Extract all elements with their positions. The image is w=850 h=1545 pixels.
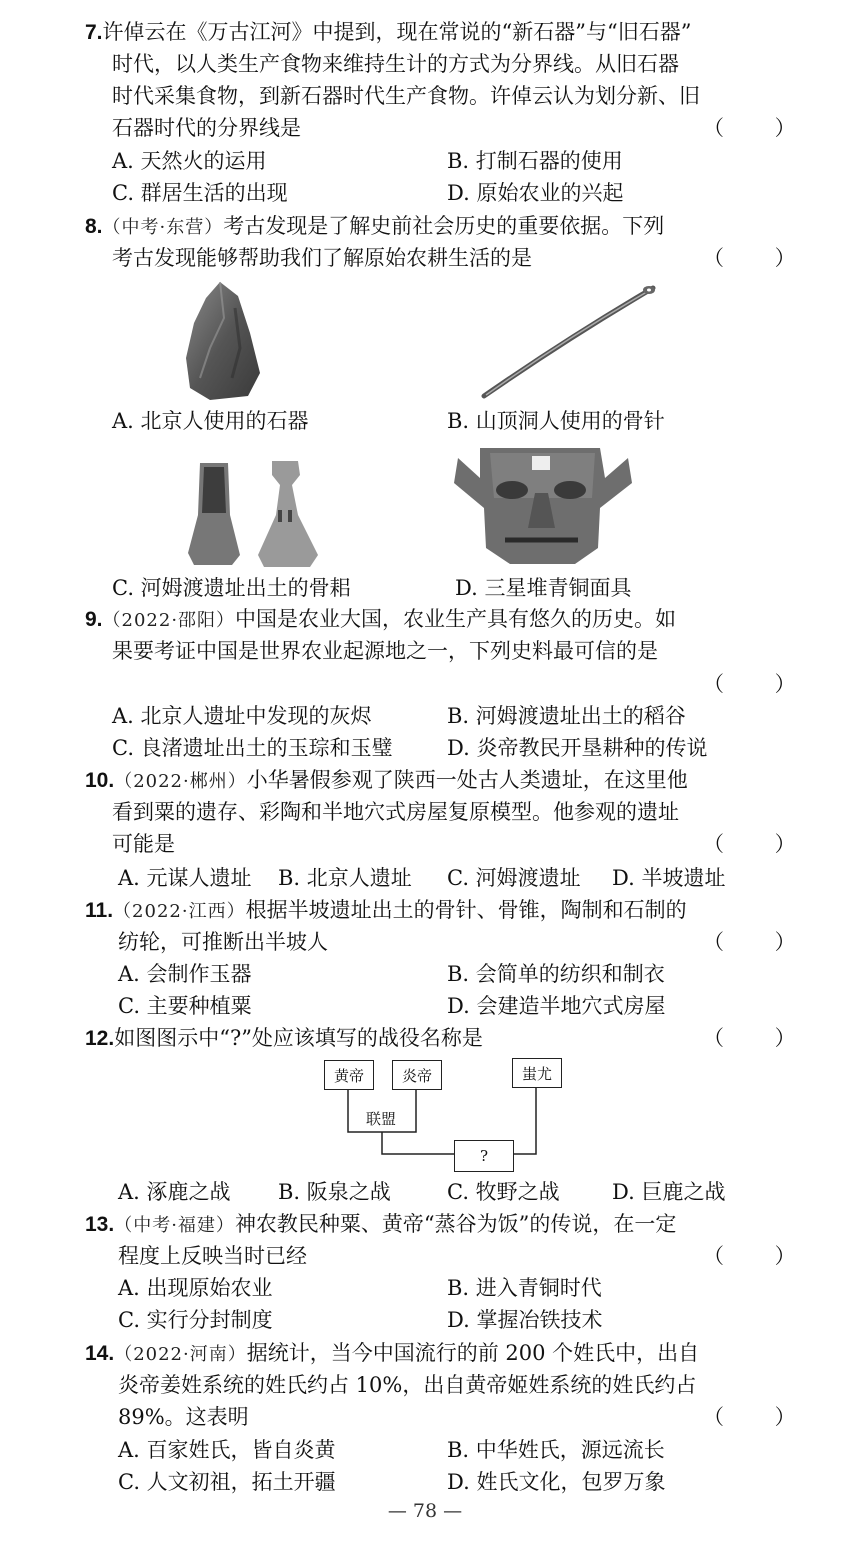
q12-option-d: D. 巨鹿之战 bbox=[612, 1180, 726, 1204]
q12-number: 12. bbox=[85, 1027, 115, 1050]
q9-number: 9. bbox=[85, 608, 103, 631]
diagram-box-huangdi: 黄帝 bbox=[324, 1060, 374, 1090]
q9-line-1: 9.（2022·邵阳）中国是农业大国，农业生产具有悠久的历史。如 bbox=[85, 607, 677, 631]
q8-caption-a: A. 北京人使用的石器 bbox=[112, 409, 309, 433]
q9-option-a: A. 北京人遗址中发现的灰烬 bbox=[112, 704, 372, 728]
q10-option-d: D. 半坡遗址 bbox=[612, 866, 726, 890]
q12-answer-paren: （ ） bbox=[703, 1026, 818, 1050]
q9-option-d: D. 炎帝教民开垦耕种的传说 bbox=[447, 736, 708, 760]
q11-option-c: C. 主要种植粟 bbox=[118, 994, 252, 1018]
bone-spade-image bbox=[180, 455, 340, 570]
q10-option-b: B. 北京人遗址 bbox=[278, 866, 412, 890]
q9-source: （2022·邵阳） bbox=[102, 610, 236, 631]
q14-option-b: B. 中华姓氏，源远流长 bbox=[447, 1438, 665, 1462]
q9-line-2: 果要考证中国是世界农业起源地之一，下列史料最可信的是 bbox=[112, 639, 658, 663]
q14-option-a: A. 百家姓氏，皆自炎黄 bbox=[118, 1438, 336, 1462]
q12-option-a: A. 涿鹿之战 bbox=[118, 1180, 231, 1204]
q11-option-a: A. 会制作玉器 bbox=[118, 962, 252, 986]
q13-source: （中考·福建） bbox=[114, 1215, 235, 1236]
diagram-union-label: 联盟 bbox=[366, 1110, 397, 1128]
q7-line-1: 7.许倬云在《万古江河》中提到，现在常说的“新石器”与“旧石器” bbox=[85, 20, 692, 44]
q7-option-d: D. 原始农业的兴起 bbox=[447, 181, 624, 205]
q9-option-c: C. 良渚遗址出土的玉琮和玉璧 bbox=[112, 736, 393, 760]
q11-option-b: B. 会简单的纺织和制衣 bbox=[447, 962, 665, 986]
q8-caption-c: C. 河姆渡遗址出土的骨耜 bbox=[112, 576, 351, 600]
q12-option-c: C. 牧野之战 bbox=[447, 1180, 560, 1204]
q10-number: 10. bbox=[85, 769, 115, 792]
q11-option-d: D. 会建造半地穴式房屋 bbox=[447, 994, 666, 1018]
diagram-box-chiyou: 蚩尤 bbox=[512, 1058, 562, 1088]
q11-source: （2022·江西） bbox=[113, 901, 246, 922]
q8-answer-paren: （ ） bbox=[703, 246, 818, 270]
q13-answer-paren: （ ） bbox=[703, 1244, 818, 1268]
q14-line-2: 炎帝姜姓系统的姓氏约占 10%，出自黄帝姬姓系统的姓氏约占 bbox=[118, 1373, 697, 1397]
q8-source: （中考·东营） bbox=[102, 217, 224, 238]
q10-option-c: C. 河姆渡遗址 bbox=[447, 866, 581, 890]
q7-answer-paren: （ ） bbox=[703, 116, 818, 140]
q13-line-2: 程度上反映当时已经 bbox=[118, 1244, 307, 1268]
q11-line-2: 纺轮，可推断出半坡人 bbox=[118, 930, 328, 954]
q12-option-b: B. 阪泉之战 bbox=[278, 1180, 391, 1204]
q8-caption-b: B. 山顶洞人使用的骨针 bbox=[447, 409, 665, 433]
q7-option-a: A. 天然火的运用 bbox=[112, 149, 267, 173]
q7-option-b: B. 打制石器的使用 bbox=[447, 149, 623, 173]
q7-line-4: 石器时代的分界线是 bbox=[112, 116, 301, 140]
q9-answer-paren: （ ） bbox=[703, 672, 818, 696]
stone-tool-image bbox=[180, 278, 265, 403]
q11-line-1: 11.（2022·江西）根据半坡遗址出土的骨针、骨锥，陶制和石制的 bbox=[85, 898, 687, 922]
q10-line-3: 可能是 bbox=[112, 832, 175, 856]
page-number: — 78 — bbox=[387, 1500, 463, 1522]
q9-option-b: B. 河姆渡遗址出土的稻谷 bbox=[447, 704, 686, 728]
bone-needle-image bbox=[478, 278, 663, 403]
q13-option-c: C. 实行分封制度 bbox=[118, 1308, 273, 1332]
q7-number: 7. bbox=[85, 21, 103, 44]
q10-source: （2022·郴州） bbox=[114, 771, 247, 792]
q10-line-2: 看到粟的遗存、彩陶和半地穴式房屋复原模型。他参观的遗址 bbox=[112, 800, 679, 824]
q12-line-1: 12.如图图示中“?”处应该填写的战役名称是 bbox=[85, 1026, 483, 1050]
q14-option-d: D. 姓氏文化，包罗万象 bbox=[447, 1470, 666, 1494]
q10-line-1: 10.（2022·郴州）小华暑假参观了陕西一处古人类遗址，在这里他 bbox=[85, 768, 688, 792]
q10-answer-paren: （ ） bbox=[703, 832, 818, 856]
q7-line-3: 时代采集食物，到新石器时代生产食物。许倬云认为划分新、旧 bbox=[112, 84, 700, 108]
q10-option-a: A. 元谋人遗址 bbox=[118, 866, 252, 890]
q13-option-a: A. 出现原始农业 bbox=[118, 1276, 273, 1300]
bronze-mask-image bbox=[450, 438, 635, 568]
q13-option-d: D. 掌握冶铁技术 bbox=[447, 1308, 603, 1332]
q14-number: 14. bbox=[85, 1342, 115, 1365]
q13-number: 13. bbox=[85, 1213, 115, 1236]
q8-line-2: 考古发现能够帮助我们了解原始农耕生活的是 bbox=[112, 246, 532, 270]
diagram-box-yandi: 炎帝 bbox=[392, 1060, 442, 1090]
q13-line-1: 13.（中考·福建）神农教民种粟、黄帝“蒸谷为饭”的传说，在一定 bbox=[85, 1212, 677, 1236]
q14-option-c: C. 人文初祖，拓土开疆 bbox=[118, 1470, 336, 1494]
q14-line-1: 14.（2022·河南）据统计，当今中国流行的前 200 个姓氏中，出自 bbox=[85, 1341, 700, 1365]
q14-line-3: 89%。这表明 bbox=[118, 1405, 249, 1429]
diagram-box-unknown: ? bbox=[454, 1140, 514, 1172]
q7-option-c: C. 群居生活的出现 bbox=[112, 181, 288, 205]
q8-number: 8. bbox=[85, 215, 103, 238]
q13-option-b: B. 进入青铜时代 bbox=[447, 1276, 602, 1300]
q11-answer-paren: （ ） bbox=[703, 930, 818, 954]
q8-caption-d: D. 三星堆青铜面具 bbox=[455, 576, 632, 600]
q11-number: 11. bbox=[85, 899, 114, 922]
q14-source: （2022·河南） bbox=[114, 1344, 247, 1365]
q7-line-2: 时代，以人类生产食物来维持生计的方式为分界线。从旧石器 bbox=[112, 52, 679, 76]
q14-answer-paren: （ ） bbox=[703, 1405, 818, 1429]
q8-line-1: 8.（中考·东营）考古发现是了解史前社会历史的重要依据。下列 bbox=[85, 214, 665, 238]
